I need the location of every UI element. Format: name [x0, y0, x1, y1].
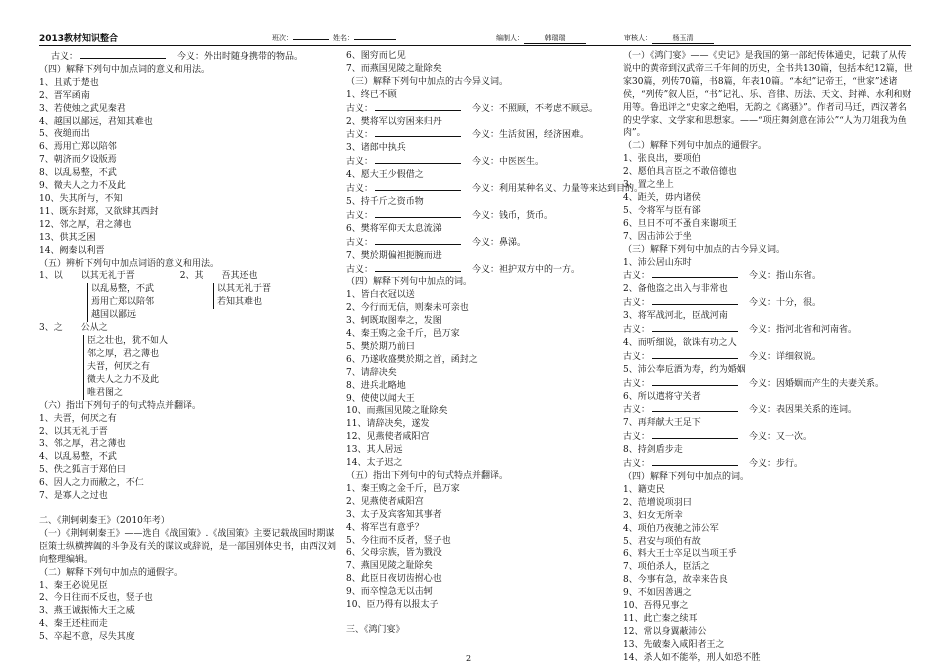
- answer-line: 古义： 今义：不照顾，不考虑不顾忌。: [346, 103, 599, 114]
- list-item: 8、以乱易整，不武: [39, 168, 117, 179]
- section-title: （五）指出下列句中的句式特点并翻译。: [346, 471, 509, 481]
- list-item: 12、常以身翼蔽沛公: [623, 626, 707, 637]
- list: [346, 289, 616, 470]
- list-item: 5、夜缒而出: [39, 129, 90, 140]
- question-line: 1、终已不顾: [346, 89, 397, 100]
- answer-line: 古义： 今义：十分，很。: [623, 298, 822, 309]
- list-item: 3、燕王诚振怖大王之威: [39, 606, 135, 617]
- list-item: 4、秦王购之金千斤，邑万家: [346, 329, 460, 340]
- list-item: 3、妇女无所幸: [623, 510, 683, 521]
- answer-blank[interactable]: [652, 403, 738, 412]
- bracket-list: [83, 335, 339, 400]
- list-item: 1、籍吏民: [623, 484, 665, 495]
- answer-line: 古义： 今义：鼻涕。: [346, 237, 527, 248]
- column-3: [623, 50, 913, 665]
- list: [623, 484, 913, 665]
- question-line: 1、沛公居山东时: [623, 257, 692, 268]
- bracket-group: 以乱易整，不武 焉用亡郑以陪邻 越国以鄙远 以其无礼于晋 若知其难也: [39, 283, 339, 322]
- list-item: 10、失其所与，不知: [39, 193, 123, 204]
- list-item: 13、其人居远: [346, 445, 403, 456]
- answer-blank[interactable]: [652, 350, 738, 359]
- section-title: （六）指出下列句子的句式特点并翻译。: [39, 400, 202, 411]
- list-item: 13、先破秦入咸阳者王之: [623, 639, 725, 650]
- list-item: 唯君图之: [87, 387, 124, 398]
- question-line: 8、持剑盾步走: [623, 445, 683, 456]
- list-item: 5、今往而不反者，竖子也: [346, 535, 451, 546]
- class-field: 班次：: [272, 33, 329, 43]
- doc-title: 2013教材知识整合: [39, 34, 119, 44]
- list-item: 7、朝济而夕设版焉: [39, 155, 117, 166]
- list-item: 2、以其无礼于晋: [39, 426, 108, 437]
- list-item: 1、张良出，要项伯: [623, 154, 701, 165]
- list-item: 6、乃遂收盛樊於期之首，函封之: [346, 354, 478, 365]
- list: [346, 483, 616, 612]
- list-item: 2、今日往而不反也，竖子也: [39, 593, 153, 604]
- answer-line: 古义： 今义：中医医生。: [346, 157, 545, 168]
- list-item: 6、料大王士卒足以当项王乎: [623, 549, 737, 560]
- gujin-list: [623, 257, 913, 472]
- name-field: 姓名：: [333, 33, 396, 43]
- answer-blank[interactable]: [652, 457, 738, 466]
- list-item: 8、此臣日夜切齿拊心也: [346, 574, 442, 585]
- list-item: 10、吾得兄事之: [623, 601, 689, 612]
- list-item: 3、置之坐上: [623, 180, 674, 191]
- header-rule: [39, 45, 911, 46]
- column-1: [39, 50, 339, 644]
- list-item: 夫晋，何厌之有: [87, 362, 151, 373]
- question-line: 6、所以遣将守关者: [623, 391, 701, 402]
- list-item: 4、越国以鄙远，君知其难也: [39, 116, 153, 127]
- part-title: 三、《鸿门宴》: [346, 624, 405, 635]
- question-line: 2、备他盗之出入与非常也: [623, 284, 728, 295]
- question-line: 4、而听细说，欲诛有功之人: [623, 337, 737, 348]
- list: [39, 77, 339, 258]
- question-line: 5、持千斤之资币物: [346, 196, 424, 207]
- answer-blank[interactable]: [375, 263, 461, 272]
- answer-blank[interactable]: [652, 269, 738, 278]
- list-item: 8、今事有急，故幸来告良: [623, 575, 728, 586]
- list-item: 4、将军岂有意乎？: [346, 522, 424, 533]
- list: [623, 153, 913, 243]
- list-item: 5、令将军与臣有郤: [623, 205, 701, 216]
- answer-blank[interactable]: [375, 182, 461, 191]
- list-item: 2、愿伯具言臣之不敢倍德也: [623, 167, 737, 178]
- list-item: 4、秦王还柱而走: [39, 619, 108, 630]
- answer-line: 古义： 今义：生活贫困，经济困难。: [346, 130, 590, 141]
- gujin-line: 古义： 今义：外出时随身携带的物品。: [51, 52, 304, 62]
- list-item: 5、樊於期乃前曰: [346, 341, 415, 352]
- page-number: 2: [466, 654, 472, 663]
- list-item: 2、今行而无信，则秦未可亲也: [346, 303, 469, 314]
- list-item: 3、轲既取图奉之，发图: [346, 316, 442, 327]
- answer-blank[interactable]: [375, 128, 461, 137]
- question-line: 2、樊将军以穷困来归丹: [346, 116, 442, 127]
- answer-blank[interactable]: [652, 323, 738, 332]
- list-item: 臣之壮也，犹不如人: [87, 336, 169, 347]
- list-item: 11、既东封郑，又欲肆其西封: [39, 206, 159, 217]
- section-title: （四）解释下列句中加点的词。: [623, 472, 750, 482]
- answer-blank[interactable]: [375, 155, 461, 164]
- list-item: 1、秦王购之金千斤，邑万家: [346, 483, 460, 494]
- list-item: 4、以乱易整，不武: [39, 452, 117, 463]
- list: [39, 580, 339, 645]
- list-item: 9、微夫人之力不及此: [39, 181, 126, 192]
- answer-blank[interactable]: [652, 430, 738, 439]
- list-item: 13、供其乏困: [39, 232, 96, 243]
- list-item: 4、项伯乃夜驰之沛公军: [623, 523, 719, 534]
- question-line: 7、再拜献大王足下: [623, 418, 701, 429]
- list-item: 9、不如因善遇之: [623, 588, 692, 599]
- list-item: 邻之厚，君之薄也: [87, 349, 160, 360]
- answer-line: 古义： 今义：指河北省和河南省。: [623, 325, 858, 336]
- list-item: 5、佚之狐言于郑伯曰: [39, 465, 126, 476]
- section-title: （四）解释下列句中加点的词。: [346, 277, 473, 288]
- list-item: 10、而燕国见陵之耻除矣: [346, 406, 448, 417]
- list: [39, 413, 339, 503]
- answer-line: 古义： 今义：表因果关系的连词。: [623, 405, 858, 416]
- answer-blank[interactable]: [375, 209, 461, 218]
- list-item: 5、卒起不意，尽失其度: [39, 632, 135, 643]
- list-item: 1、皆白衣冠以送: [346, 290, 415, 301]
- answer-blank[interactable]: [375, 102, 461, 111]
- list-item: 2、见燕使者咸阳宫: [346, 496, 424, 507]
- list-item: 3、邻之厚，君之薄也: [39, 439, 126, 450]
- answer-line: 古义： 今义：钱币，货币。: [346, 210, 554, 221]
- list-item: 7、是寡人之过也: [39, 491, 108, 502]
- list-item: 2、范增说项羽曰: [623, 497, 692, 508]
- list-item: 微夫人之力不及此: [87, 374, 160, 385]
- list-item: 7、请辞决矣: [346, 367, 397, 378]
- question-line: 4、愿大王少假借之: [346, 170, 424, 181]
- answer-line: 古义： 今义：利用某种名义、力量等来达到目的。: [346, 184, 644, 195]
- section-title: （四）解释下列句中加点词的意义和用法。: [39, 64, 211, 75]
- list-item: 10、臣乃得有以报太子: [346, 600, 439, 611]
- question-line: 6、樊将军仰天太息流涕: [346, 223, 442, 234]
- list-item: 4、距关，毋内诸侯: [623, 192, 701, 203]
- intro-paragraph: （一）《鸿门宴》——《史记》是我国的第一部纪传体通史，记载了从传说中的黄帝到汉武帝三千年间的历史，全书共130篇，包括本纪12篇，世家30篇，列传70篇，书8篇，年表10篇。“本纪”记帝王，“世家”述诸侯，“列传”叙人臣，“书”记礼、乐、音律、历法、天文、封禅、水利和财用等。鲁迅评之“史家之绝唱，无韵之《离骚》”。作者司马迁，西汉著名的史学家、文学家和思想家。——“项庄舞剑意在沛公”“人为刀俎我为鱼肉”。: [623, 51, 913, 139]
- list-item: 8、进兵北略地: [346, 380, 406, 391]
- list-item: 7、项伯杀人，臣活之: [623, 562, 710, 573]
- list-item: 6、因人之力而敝之，不仁: [39, 478, 144, 489]
- list-item: 9、而卒惶急无以击轲: [346, 587, 433, 598]
- page-header: [0, 0, 950, 46]
- list-item: 6、焉用亡郑以陪邻: [39, 142, 117, 153]
- list-item: 7、而燕国见陵之耻除矣: [346, 63, 442, 74]
- editor-field: 编制人： 韩瑞瑞: [496, 33, 586, 44]
- intro-paragraph: （一）《荆轲刺秦王》——选自《战国策》.《战国策》主要记载战国时期谋臣策士纵横捭阖的斗争及有关的谋议或辞说，是一部国别体史书，由西汉刘向整理编辑。: [39, 528, 337, 565]
- section-title: （二）解释下列句中加点的通假字。: [623, 141, 768, 152]
- question-line: 3、诸郎中执兵: [346, 143, 406, 154]
- list-item: 3、若使烛之武见秦君: [39, 103, 126, 114]
- reviewer-field: 审核人： 杨玉清: [624, 33, 714, 44]
- list-item: 14、杀人如不能举，刑人如恐不胜: [623, 652, 761, 663]
- list-item: 6、父母宗族，皆为戮没: [346, 548, 442, 559]
- list-item: 14、太子迟之: [346, 458, 403, 469]
- list-item: 2、晋军函南: [39, 90, 90, 101]
- list-item: 1、夫晋，何厌之有: [39, 413, 117, 424]
- answer-line: 古义： 今义：指山东省。: [623, 271, 822, 282]
- list-item: 14、阙秦以利晋: [39, 245, 105, 256]
- list-item: 6、旦日不可不蚤自来谢项王: [623, 218, 737, 229]
- list: [346, 50, 616, 76]
- answer-line: 古义： 今义：详细叙说。: [623, 351, 822, 362]
- answer-blank[interactable]: [375, 236, 461, 245]
- list-item: 1、以 以其无礼于晋 2、其 吾其还也: [39, 271, 258, 282]
- answer-line: 古义： 今义：因婚姻而产生的夫妻关系。: [623, 378, 885, 389]
- answer-blank[interactable]: [652, 377, 738, 386]
- list-item: 7、因击沛公于坐: [623, 231, 692, 242]
- list-item: 11、请辞决矣，遂发: [346, 419, 430, 430]
- question-line: 5、沛公奉卮酒为寿，约为婚姻: [623, 364, 746, 375]
- answer-line: 古义： 今义：袒护双方中的一方。: [346, 264, 581, 275]
- question-line: 7、樊於期偏袒扼腕而进: [346, 250, 442, 261]
- list-item: 12、见燕使者咸阳宫: [346, 432, 430, 443]
- list-item: 3、之 公从之: [39, 323, 108, 334]
- section-title: （二）解释下列句中加点的通假字。: [39, 567, 184, 578]
- list-item: 6、图穷而匕见: [346, 51, 406, 61]
- section-title: （三）解释下列句中加点的古今异义词。: [623, 244, 786, 255]
- section-title: （五）辨析下列句中加点词语的意义和用法。: [39, 258, 220, 269]
- answer-line: 古义： 今义：又一次。: [623, 432, 813, 443]
- list-item: 1、秦王必说见臣: [39, 580, 108, 591]
- list-item: 12、邻之厚，君之薄也: [39, 219, 132, 230]
- answer-line: 古义： 今义：步行。: [623, 459, 804, 470]
- answer-blank[interactable]: [652, 296, 738, 305]
- list-item: 7、燕国见陵之耻除矣: [346, 561, 433, 572]
- section-title: （三）解释下列句中加点的古今异义词。: [346, 76, 509, 87]
- list-item: 11、此亡秦之续耳: [623, 613, 698, 624]
- list-item: 1、且贰于楚也: [39, 77, 99, 88]
- gujin-list: [346, 89, 644, 277]
- part-title: 二、《荆轲刺秦王》（2010年考）: [39, 516, 170, 526]
- list-item: 5、君安与项伯有故: [623, 536, 701, 547]
- list-item: 9、使使以闻大王: [346, 393, 415, 404]
- list-item: 3、太子及宾客知其事者: [346, 509, 442, 520]
- question-line: 3、将军战河北，臣战河南: [623, 311, 728, 322]
